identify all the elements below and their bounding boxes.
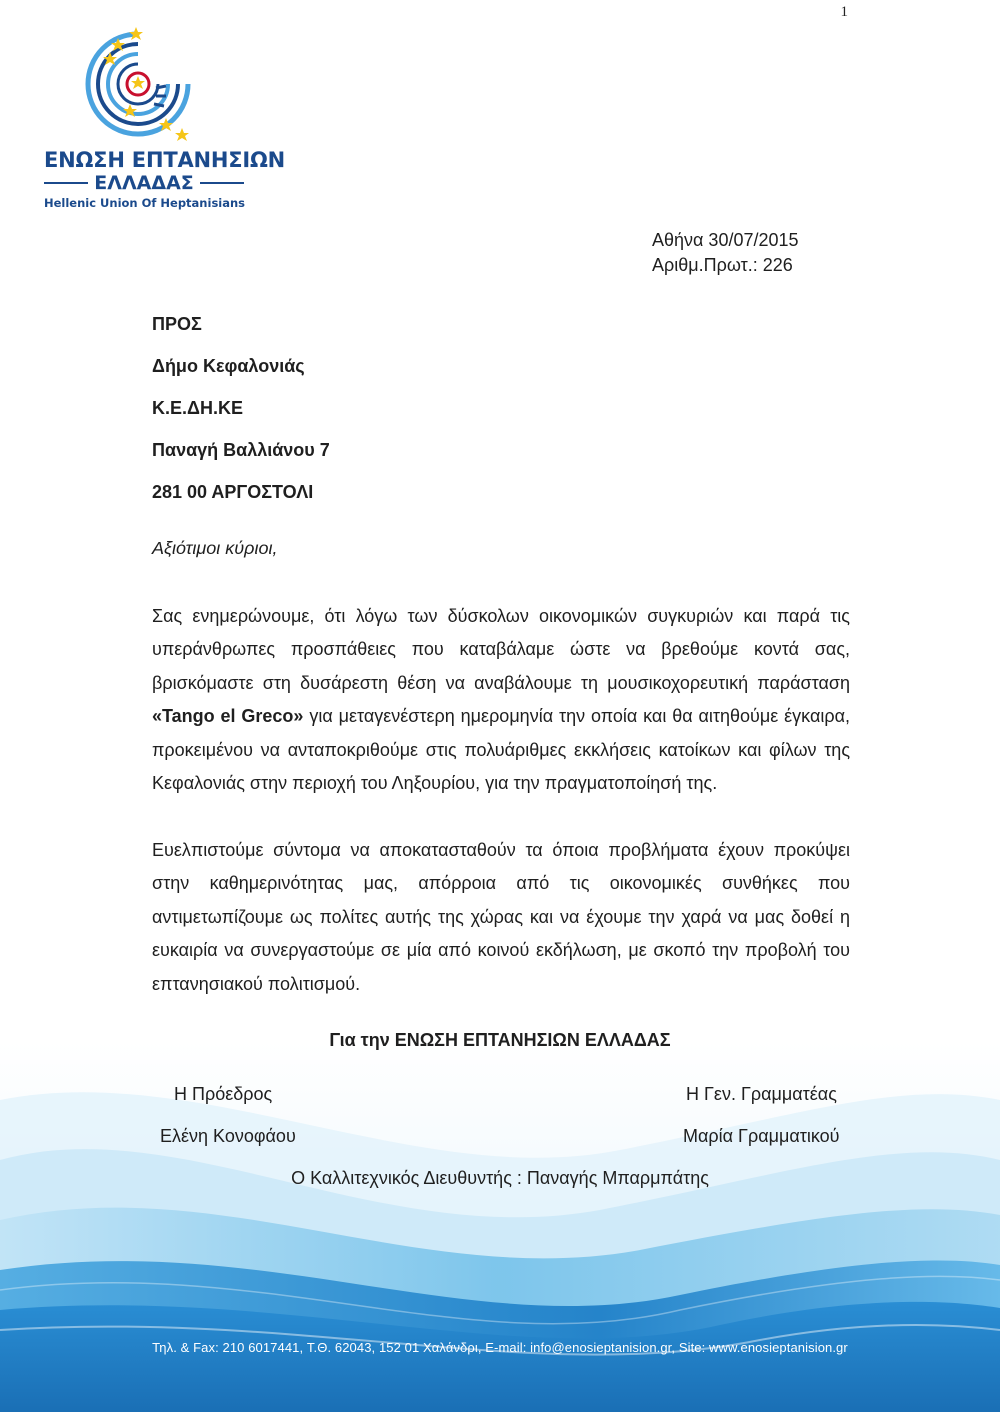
logo-emblem-icon	[78, 24, 198, 144]
body-paragraph-2: Ευελπιστούμε σύντομα να αποκατασταθούν τα όποια προβλήματα έχουν προκύψει στην καθημερινότητας μας, απόρροια από τις οικονομικές συνθήκες που αντιμετωπίζουμε ως πολίτες αυτής της χώρας και να έχουμε την χαρά να μας δοθεί η ευκαιρία να συνεργαστούμε σε μία από κοινού εκδήλωση, με σκοπό την προβολή του επτανησιακού πολιτισμού.	[152, 840, 850, 994]
secretary-role: Η Γεν. Γραμματέας	[686, 1084, 837, 1104]
logo-rule-left	[44, 182, 88, 184]
recipient-address	[152, 312, 330, 522]
p1-text-start: Σας ενημερώνουμε, ότι λόγω των δύσκολων οικονομικών συγκυριών και παρά τις υπεράνθρωπες προσπάθειες που καταβάλαμε ώστε να βρεθούμε κοντά σας, βρισκόμαστε στη δυσάρεστη θέση να αναβάλουμε τη μουσικοχορευτική παράσταση	[152, 606, 850, 693]
logo-title-line1: ΕΝΩΣΗ ΕΠΤΑΝΗΣΙΩΝ	[44, 148, 286, 172]
date-block	[652, 228, 799, 278]
recipient-line: Κ.Ε.ΔΗ.ΚΕ	[152, 398, 243, 418]
organization-logo	[44, 24, 286, 210]
p1-text-end: για μεταγενέστερη ημερομηνία την οποία και θα αιτηθούμε έγκαιρα, προκειμένου να ανταποκριθούμε στις πολυάριθμες εκκλήσεις κατοίκων και φίλων της Κεφαλονιάς στην περιοχή του Ληξουρίου, για την πραγματοποίησή της.	[152, 706, 850, 794]
signoff: Για την ΕΝΩΣΗ ΕΠΤΑΝΗΣΙΩΝ ΕΛΛΑΔΑΣ	[329, 1030, 671, 1050]
artistic-director: Ο Καλλιτεχνικός Διευθυντής : Παναγής Μπαρμπάτης	[291, 1168, 709, 1188]
footer-wave-background	[0, 1040, 1000, 1412]
president-role: Η Πρόεδρος	[174, 1084, 273, 1104]
recipient-line: 281 00 ΑΡΓΟΣΤΟΛΙ	[152, 482, 314, 502]
page-number: 1	[840, 4, 848, 20]
secretary-name: Μαρία Γραμματικού	[683, 1126, 840, 1146]
footer-contact-info: Τηλ. & Fax: 210 6017441, Τ.Θ. 62043, 152 01 Χαλάνδρι, E-mail: info@enosieptanision.gr, Site: www.enosieptanision.gr	[152, 1340, 848, 1355]
logo-subtitle: Hellenic Union Of Heptanisians	[44, 196, 246, 210]
recipient-line: ΠΡΟΣ	[152, 314, 202, 334]
logo-title-line2: ΕΛΛΑΔΑΣ	[94, 172, 194, 194]
recipient-line: Δήμο Κεφαλονιάς	[152, 356, 305, 376]
letter-date: Αθήνα 30/07/2015	[652, 230, 799, 250]
performance-title: «Tango el Greco»	[152, 706, 304, 727]
recipient-line: Παναγή Βαλλιάνου 7	[152, 440, 330, 460]
protocol-number: Αριθμ.Πρωτ.: 226	[652, 255, 793, 275]
greeting: Αξιότιμοι κύριοι,	[152, 538, 278, 558]
body-paragraph-1	[152, 600, 850, 800]
logo-title-line2-row	[44, 172, 244, 194]
president-name: Ελένη Κονοφάου	[160, 1126, 296, 1146]
logo-rule-right	[200, 182, 244, 184]
